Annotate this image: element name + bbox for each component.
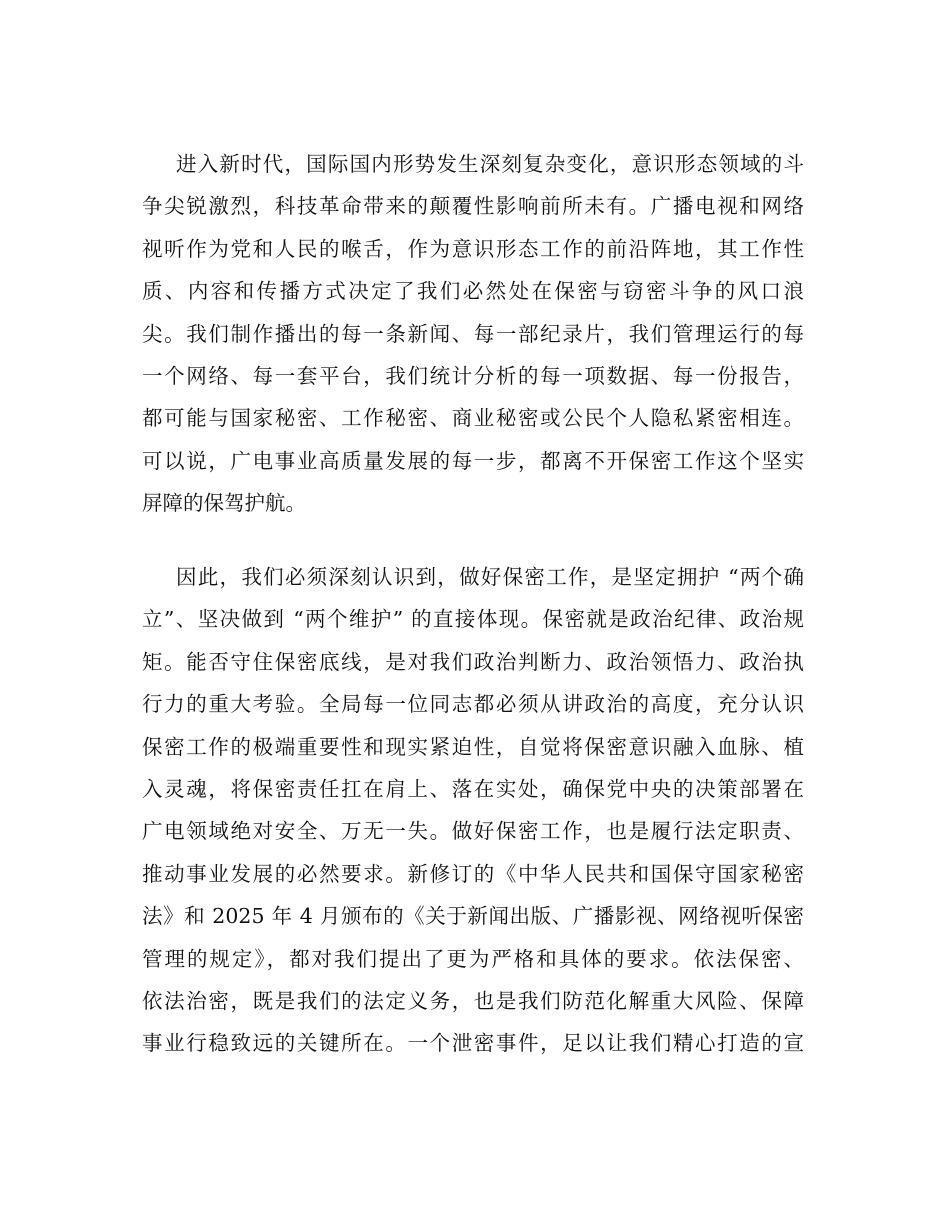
paragraph-line: 矩。能否守住保密底线，是对我们政治判断力、政治领悟力、政治执 xyxy=(142,649,804,674)
paragraph-line: 事业行稳致远的关键所在。一个泄密事件，足以让我们精心打造的宣 xyxy=(142,1031,804,1056)
paragraph-line: 广电领域绝对安全、万无一失。做好保密工作，也是履行法定职责、 xyxy=(142,819,804,844)
paragraph-line: 屏障的保驾护航。 xyxy=(142,491,306,516)
paragraph-line: 推动事业发展的必然要求。新修订的《中华人民共和国保守国家秘密 xyxy=(142,861,804,886)
paragraph-line: 可以说，广电事业高质量发展的每一步，都离不开保密工作这个坚实 xyxy=(142,448,804,473)
paragraph-line: 管理的规定》，都对我们提出了更为严格和具体的要求。依法保密、 xyxy=(142,946,804,971)
paragraph-line: 因此，我们必须深刻认识到，做好保密工作，是坚定拥护 “两个确 xyxy=(176,565,804,589)
paragraph-1 xyxy=(142,143,804,525)
paragraph-line: 一个网络、每一套平台，我们统计分析的每一项数据、每一份报告， xyxy=(142,363,804,388)
paragraph-line: 入灵魂，将保密责任扛在肩上、落在实处，确保党中央的决策部署在 xyxy=(142,776,804,801)
paragraph-line: 进入新时代，国际国内形势发生深刻复杂变化，意识形态领域的斗 xyxy=(176,152,804,176)
paragraph-2 xyxy=(142,556,804,1065)
paragraph-line: 质、内容和传播方式决定了我们必然处在保密与窃密斗争的风口浪 xyxy=(142,279,804,304)
paragraph-line: 立”、坚决做到 “两个维护” 的直接体现。保密就是政治纪律、政治规 xyxy=(142,607,804,632)
paragraph-line: 依法治密，既是我们的法定义务，也是我们防范化解重大风险、保障 xyxy=(142,988,804,1013)
paragraph-line: 尖。我们制作播出的每一条新闻、每一部纪录片，我们管理运行的每 xyxy=(142,321,804,346)
paragraph-line: 视听作为党和人民的喉舌，作为意识形态工作的前沿阵地，其工作性 xyxy=(142,236,804,261)
paragraph-line: 行力的重大考验。全局每一位同志都必须从讲政治的高度，充分认识 xyxy=(142,692,804,717)
paragraph-line: 都可能与国家秘密、工作秘密、商业秘密或公民个人隐私紧密相连。 xyxy=(142,406,804,431)
paragraph-line: 争尖锐激烈，科技革命带来的颠覆性影响前所未有。广播电视和网络 xyxy=(142,194,804,219)
paragraph-line: 法》和 2025 年 4 月颁布的《关于新闻出版、广播影视、网络视听保密 xyxy=(142,904,804,929)
paragraph-line: 保密工作的极端重要性和现实紧迫性，自觉将保密意识融入血脉、植 xyxy=(142,734,804,759)
